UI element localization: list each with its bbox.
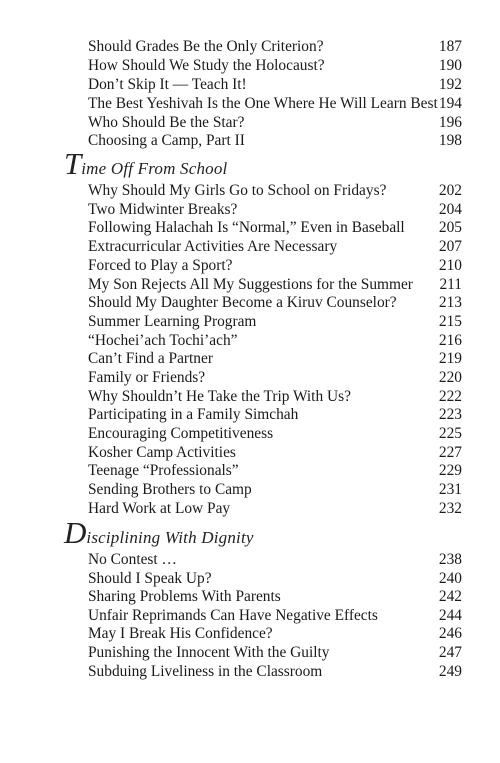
toc-entry-page: 202 [438, 182, 462, 199]
toc-entry-title: Why Should My Girls Go to School on Fridays? [88, 182, 387, 199]
toc-entry [88, 75, 462, 94]
toc-entry [88, 131, 462, 150]
toc-entry [88, 349, 462, 368]
toc-entry-title: Following Halachah Is “Normal,” Even in Baseball [88, 219, 405, 236]
toc-entry-title: Participating in a Family Simchah [88, 406, 299, 423]
toc-entry-page: 211 [439, 276, 462, 293]
toc-entry [88, 331, 462, 350]
toc-entry-page: 210 [438, 257, 462, 274]
section-heading-initial: D [64, 515, 87, 550]
toc-entry-title: Encouraging Competitiveness [88, 425, 274, 442]
toc-entry-page: 249 [438, 663, 462, 680]
toc-entry-title: The Best Yeshivah Is the One Where He Will Learn Best [88, 95, 438, 112]
toc-entry-page: 222 [438, 388, 462, 405]
toc-entry [88, 587, 462, 606]
toc-entry [88, 237, 462, 256]
toc-entry [88, 624, 462, 643]
toc-entry [88, 37, 462, 56]
toc-entry-title: My Son Rejects All My Suggestions for the Summer [88, 276, 413, 293]
toc-entry [88, 606, 462, 625]
toc-entry-title: Teenage “Professionals” [88, 462, 239, 479]
toc-entry-title: Choosing a Camp, Part II [88, 132, 245, 149]
toc-entry [88, 387, 462, 406]
toc-entry [88, 94, 462, 113]
section-heading [64, 146, 228, 181]
toc-entry [88, 643, 462, 662]
toc-entry-page: 215 [438, 313, 462, 330]
toc-entry-title: Hard Work at Low Pay [88, 500, 231, 517]
toc-entry [88, 256, 462, 275]
toc-entry-title: Should Grades Be the Only Criterion? [88, 38, 324, 55]
toc-entry-title: Forced to Play a Sport? [88, 257, 233, 274]
toc-entry [88, 443, 462, 462]
section-heading-text: ime Off From School [81, 159, 228, 178]
toc-entry-title: No Contest … [88, 551, 177, 568]
toc-entry-title: Summer Learning Program [88, 313, 257, 330]
toc-entry-title: Sharing Problems With Parents [88, 588, 281, 605]
toc-entry-page: 190 [438, 57, 462, 74]
toc-entry-page: 216 [438, 332, 462, 349]
toc-entry-title: Should I Speak Up? [88, 570, 212, 587]
toc-entry-page: 196 [438, 114, 462, 131]
toc-entry [88, 312, 462, 331]
toc-entry-page: 220 [438, 369, 462, 386]
toc-entry [88, 550, 462, 569]
toc-entry [88, 405, 462, 424]
toc-entry-page: 187 [438, 38, 462, 55]
toc-entry-title: Kosher Camp Activities [88, 444, 236, 461]
toc-entry [88, 218, 462, 237]
toc-entry-page: 247 [438, 644, 462, 661]
toc-entry-page: 219 [438, 350, 462, 367]
toc-entry-page: 246 [438, 625, 462, 642]
toc-entry-title: Two Midwinter Breaks? [88, 201, 238, 218]
toc-entry-title: Who Should Be the Star? [88, 114, 245, 131]
toc-entry [88, 424, 462, 443]
toc-entry-title: Don’t Skip It — Teach It! [88, 76, 247, 93]
toc-entry-page: 192 [438, 76, 462, 93]
toc-entry-page: 227 [438, 444, 462, 461]
toc-entry-page: 194 [438, 95, 462, 112]
section-heading [64, 515, 254, 550]
toc-entry-page: 242 [438, 588, 462, 605]
toc-entry [88, 200, 462, 219]
toc-entry [88, 293, 462, 312]
toc-entry-page: 225 [438, 425, 462, 442]
toc-entry-page: 238 [438, 551, 462, 568]
toc-entry-page: 231 [438, 481, 462, 498]
toc-entry-title: “Hochei’ach Tochi’ach” [88, 332, 238, 349]
toc-entry-page: 207 [438, 238, 462, 255]
toc-entry [88, 113, 462, 132]
toc-entry-title: Extracurricular Activities Are Necessary [88, 238, 338, 255]
section-heading-text: isciplining With Dignity [86, 528, 254, 547]
toc-entry-page: 213 [438, 294, 462, 311]
toc-entry-title: How Should We Study the Holocaust? [88, 57, 325, 74]
toc-entry-title: Why Shouldn’t He Take the Trip With Us? [88, 388, 351, 405]
toc-entry-title: Can’t Find a Partner [88, 350, 213, 367]
toc-entry-page: 229 [438, 462, 462, 479]
toc-entry [88, 275, 462, 294]
toc-entry-title: Subduing Liveliness in the Classroom [88, 663, 323, 680]
toc-entry [88, 56, 462, 75]
toc-entry [88, 461, 462, 480]
toc-entry [88, 368, 462, 387]
toc-entry [88, 499, 462, 518]
toc-entry-page: 198 [438, 132, 462, 149]
toc-entry [88, 480, 462, 499]
toc-entry-page: 223 [438, 406, 462, 423]
toc-entry-page: 232 [438, 500, 462, 517]
toc-entry-title: Unfair Reprimands Can Have Negative Effects [88, 607, 378, 624]
toc-entry-title: Family or Friends? [88, 369, 206, 386]
toc-entry [88, 181, 462, 200]
toc-entry-page: 204 [438, 201, 462, 218]
section-heading-initial: T [64, 146, 82, 181]
toc-entry-page: 205 [438, 219, 462, 236]
toc-entry-page: 240 [438, 570, 462, 587]
toc-entry-title: May I Break His Confidence? [88, 625, 273, 642]
toc-entry [88, 569, 462, 588]
toc-entry [88, 662, 462, 681]
toc-entry-title: Punishing the Innocent With the Guilty [88, 644, 330, 661]
toc-entry-title: Should My Daughter Become a Kiruv Counselor? [88, 294, 397, 311]
toc-entry-title: Sending Brothers to Camp [88, 481, 252, 498]
toc-entry-page: 244 [438, 607, 462, 624]
